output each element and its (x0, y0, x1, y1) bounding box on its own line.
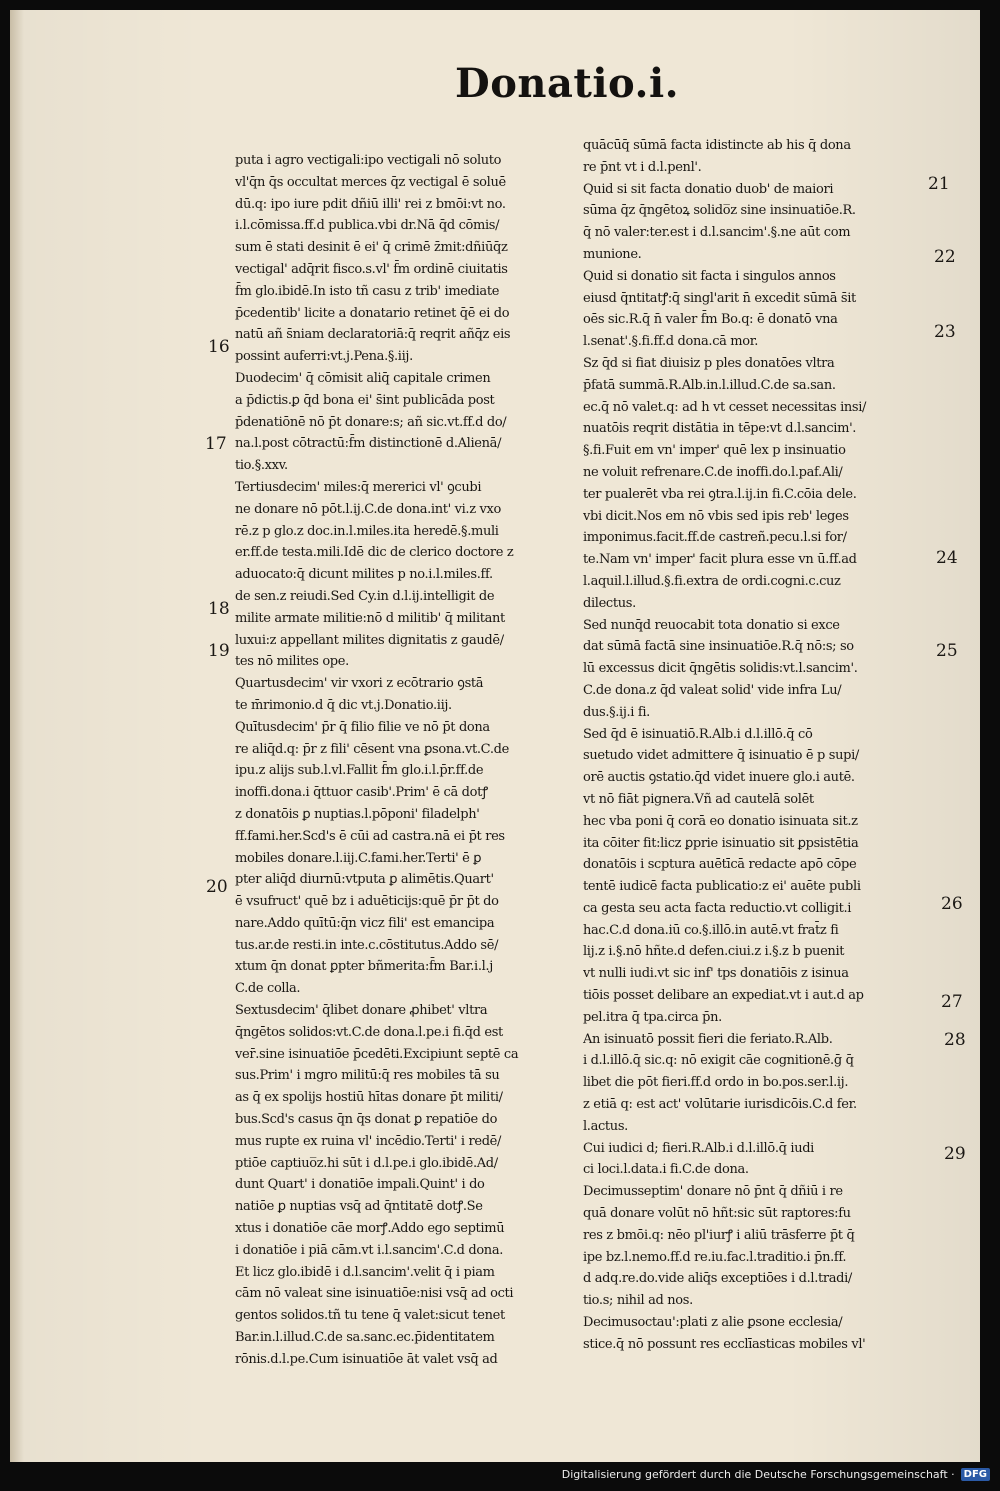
text-line: ipu.z alijs sub.l.vl.Fallit f̄m glo.i.l.p̄r.ff.de (235, 763, 484, 779)
text-line: dat sūmā factā sine insinuatiōe.R.q̄ nō:s; so (583, 639, 854, 655)
margin-number-19: 19 (208, 641, 230, 661)
text-line: Quid si sit facta donatio duob' de maiori (583, 181, 834, 197)
text-line: a p̄dictis.ꝑ q̄d bona ei' s̄int publicāda post (235, 392, 495, 408)
footer-credit-text: Digitalisierung gefördert durch die Deutsche Forschungsgemeinschaft · (561, 1468, 955, 1481)
text-line: p̄denatiōnē nō p̄t donare:s; añ sic.vt.ff.d do/ (235, 414, 507, 430)
text-line: Sed nunq̄d reuocabit tota donatio si exce (583, 617, 840, 633)
text-line: mus rupte ex ruina vl' incēdio.Terti' i redē/ (235, 1133, 502, 1149)
text-line: l.senat'.§.fi.ff.d dona.cā mor. (583, 334, 758, 350)
text-line: te.Nam vn' imper' facit plura esse vn ū.ff.ad (583, 552, 857, 568)
text-line: Sed q̄d ē isinuatiō.R.Alb.i d.l.illō.q̄ cō (583, 726, 813, 742)
text-line: q̄ngētos solidos:vt.C.de dona.l.pe.i fi.q̄d est (235, 1024, 503, 1040)
text-line: Duodecim' q̄ cōmisit aliq̄ capitale crimen (235, 370, 491, 386)
text-line: hec vba poni q̄ corā eo donatio isinuata sit.z (583, 813, 858, 829)
text-line: possint auferri:vt.j.Pena.§.iij. (235, 349, 413, 365)
text-line: nare.Addo quītū:q̄n vicz fili' est emancipa (235, 915, 495, 931)
text-line: ci loci.l.data.i fi.C.de dona. (583, 1162, 749, 1178)
left-text-column (235, 150, 575, 1371)
text-line: pel.itra q̄ tpa.circa p̄n. (583, 1009, 722, 1025)
text-line: donatōis i scptura auētīcā redacte apō cōpe (583, 857, 857, 873)
text-line: nuatōis reqrit distātia in tēpe:vt d.l.sancim'. (583, 421, 857, 437)
margin-number-22: 22 (934, 247, 956, 267)
margin-number-17: 17 (205, 434, 227, 454)
text-line: luxui:z appellant milites dignitatis z gaudē/ (235, 632, 504, 648)
text-line: sus.Prim' i mgro militū:q̄ res mobiles tā su (235, 1068, 500, 1084)
margin-number-26: 26 (941, 894, 963, 914)
text-line: Et licz glo.ibidē i d.l.sancim'.velit q̄ i piam (235, 1264, 495, 1280)
text-line: xtum q̄n donat ꝑpter bñmerita:f̄m Bar.i.l.j (235, 959, 493, 975)
text-line: de sen.z reiudi.Sed Cy.in d.l.ij.intelligit de (235, 588, 495, 604)
text-line: aduocato:q̄ dicunt milites p no.i.l.miles.ff. (235, 567, 493, 583)
text-line: vectigal' adq̄rit fisco.s.vl' f̄m ordinē ciuitatis (235, 261, 508, 277)
text-line: imponimus.facit.ff.de castreñ.pecu.l.si for/ (583, 530, 847, 546)
text-line: puta i agro vectigali:ipo vectigali nō soluto (235, 153, 502, 168)
text-line: ca gesta seu acta facta reductio.vt colligit.i (583, 900, 852, 916)
text-line: sum ē stati desinit ē ei' q̄ crimē z̄mit:dñiūq̄z (235, 240, 508, 256)
text-line: Quid si donatio sit facta i singulos annos (583, 268, 836, 284)
text-line: tus.ar.de resti.in inte.c.cōstitutus.Addo sē/ (235, 937, 499, 953)
text-line: as q̄ ex spolijs hostiū hītas donare p̄t militi/ (235, 1090, 503, 1106)
text-line: Decimusseptim' donare nō p̄nt q̄ dñiū i re (583, 1184, 843, 1200)
text-line: dus.§.ij.i fi. (583, 704, 650, 720)
text-line: ter pualerēt vba rei ꝯtra.l.ij.in fi.C.cōia dele. (583, 486, 857, 502)
dfg-logo: DFG (961, 1468, 990, 1481)
text-line: libet die pōt fieri.ff.d ordo in bo.pos.ser.l.ij. (583, 1075, 849, 1091)
text-line: orē auctis ꝯstatio.q̄d videt inuere glo.i autē. (583, 770, 855, 786)
text-line: tentē iudicē facta publicatio:z ei' auēte publi (583, 879, 861, 895)
text-line: tiōis posset delibare an expediat.vt i aut.d ap (583, 988, 864, 1004)
text-line: vt nō fiāt pignera.Vñ ad cautelā solēt (583, 791, 814, 807)
text-line: d adq.re.do.vide aliq̄s exceptiōes i d.l.tradi/ (583, 1271, 852, 1287)
text-line: re aliq̄d.q: p̄r z fili' cēsent vna ꝑsona.vt.C.de (235, 741, 509, 757)
text-line: Bar.in.l.illud.C.de sa.sanc.ec.p̄identitatem (235, 1330, 495, 1346)
text-line: z donatōis ꝑ nuptias.l.pōponi' filadelph' (235, 806, 480, 822)
text-line: Sz q̄d si fiat diuisiz p ples donatōes vltra (583, 355, 835, 371)
text-line: oēs sic.R.q̄ n̄ valer f̄m Bo.q: ē donatō vna (583, 312, 838, 328)
margin-number-21: 21 (928, 174, 950, 194)
text-line: rē.z p glo.z doc.in.l.miles.ita heredē.§.muli (235, 523, 499, 539)
text-line: natū añ s̄niam declaratoriā:q̄ reqrit añq̄z eis (235, 327, 511, 343)
text-line: sūma q̄z q̄ngētoꝝ solido̅z sine insinuatiōe.R. (583, 203, 856, 219)
text-line: eiusd q̄ntitatꝭ:q̄ singl'arit n̄ excedit sūmā s̄it (583, 290, 856, 306)
text-line: suetudo videt admittere q̄ isinuatio ē p supi/ (583, 748, 859, 764)
text-line: Cui iudici d; fieri.R.Alb.i d.l.illō.q̄ iudi (583, 1140, 814, 1156)
text-line: l.aquil.l.illud.§.fi.extra de ordi.cogni.c.cuz (583, 573, 841, 589)
margin-number-25: 25 (936, 641, 958, 661)
text-line: ē vsufruct' quē bz i aduēticijs:quē p̄r p̄t do (235, 894, 499, 910)
text-line: re p̄nt vt i d.l.penl'. (583, 159, 702, 175)
text-line: quācūq̄ sūmā facta idistincte ab his q̄ dona (583, 138, 851, 153)
text-line: tes nō milites ope. (235, 654, 349, 670)
margin-number-20: 20 (206, 877, 228, 897)
margin-number-28: 28 (944, 1030, 966, 1050)
text-line: dilectus. (583, 595, 636, 611)
text-line: Tertiusdecim' miles:q̄ mererici vl' ꝯcubi (235, 479, 482, 495)
text-line: te m̄rimonio.d q̄ dic vt.j.Donatio.iij. (235, 697, 452, 713)
text-line: dunt Quart' i donatiōe impali.Quint' i do (235, 1177, 485, 1193)
text-line: i d.l.illō.q̄ sic.q: nō exigit cāe cognitionē.ḡ q̄ (583, 1053, 854, 1069)
text-line: ipe bz.l.nemo.ff.d re.iu.fac.l.traditio.i p̄n.ff. (583, 1249, 847, 1265)
text-line: l.actus. (583, 1118, 628, 1134)
text-line: lij.z i.§.nō hñte.d defen.ciui.z i.§.z b puenit (583, 944, 845, 960)
text-line: z etiā q: est act' volūtarie iurisdicōis.C.d fer. (583, 1097, 857, 1113)
text-line: ptiōe captiuo̅z.hi sūt i d.l.pe.i glo.ibidē.Ad/ (235, 1155, 498, 1171)
text-line: res z bmōi.q: nēo pl'iurꝭ i aliū trāsferre p̄t q̄ (583, 1227, 855, 1243)
text-line: ne voluit refrenare.C.de inoffi.do.l.paf.Ali/ (583, 464, 843, 480)
book-page (10, 10, 980, 1462)
text-line: quā donare volūt nō hñt:sic sūt raptores:fu (583, 1206, 851, 1222)
text-line: vbi dicit.Nos em nō vbis sed ipis reb' leges (583, 508, 849, 524)
text-line: §.fi.Fuit em vn' imper' quē lex p insinuatio (583, 443, 846, 459)
text-line: An isinuatō possit fieri die feriato.R.Alb. (583, 1031, 833, 1047)
text-line: dū.q: ipo iure pdit dñiū illi' rei z bmōi:vt no. (235, 196, 506, 212)
margin-number-24: 24 (936, 548, 958, 568)
text-line: vt nulli iudi.vt sic inf' tps donatiōis z isinua (583, 966, 849, 982)
text-line: tio.s; nihil ad nos. (583, 1293, 693, 1309)
margin-number-16: 16 (208, 337, 230, 357)
text-line: i.l.cōmissa.ff.d publica.vbi dr.Nā q̄d cōmis/ (235, 218, 500, 234)
text-line: stice.q̄ nō possunt res ecclīasticas mobiles vl' (583, 1336, 866, 1352)
text-line: munione. (583, 246, 642, 262)
digitization-footer (562, 1468, 990, 1481)
text-line: i donatiōe i piā cām.vt i.l.sancim'.C.d dona. (235, 1242, 504, 1258)
text-line: C.de colla. (235, 981, 301, 997)
margin-number-23: 23 (934, 322, 956, 342)
text-line: vl'q̄n q̄s occultat merces q̄z vectigal ē soluē (235, 174, 506, 190)
text-line: ita cōiter fit:licz ꝑprie isinuatio sit ꝑpsistētia (583, 835, 859, 851)
text-line: Quartusdecim' vir vxori z ecōtrario ꝯstā (235, 676, 484, 692)
text-line: rōnis.d.l.pe.Cum isinuatiōe āt valet vsq̄ ad (235, 1351, 498, 1367)
text-line: ne donare nō pōt.l.ij.C.de dona.int' vi.z vxo (235, 501, 501, 517)
text-line: f̄m glo.ibidē.In isto tñ casu z trib' imediate (235, 283, 500, 299)
text-line: Sextusdecim' q̄libet donare ꝓhibet' vltra (235, 1003, 488, 1019)
page-gutter-shadow (10, 10, 24, 1462)
text-line: milite armate militie:nō d militib' q̄ militant (235, 610, 505, 626)
text-line: natiōe ꝑ nuptias vsq̄ ad q̄ntitatē dotꝭ.Se (235, 1199, 483, 1215)
text-line: hac.C.d dona.iū co.§.illō.in autē.vt frat̄z fi (583, 922, 839, 938)
text-line: Quītusdecim' p̄r q̄ filio filie ve nō p̄t dona (235, 719, 490, 735)
text-line: q̄ nō valer:ter.est i d.l.sancim'.§.ne aūt com (583, 225, 851, 241)
margin-number-18: 18 (208, 599, 230, 619)
text-line: xtus i donatiōe cāe morꝭ.Addo ego septimū (235, 1221, 505, 1237)
text-line: p̄fatā summā.R.Alb.in.l.illud.C.de sa.san. (583, 377, 836, 393)
text-line: ec.q̄ nō valet.q: ad h vt cesset necessitas insi/ (583, 399, 867, 415)
margin-number-29: 29 (944, 1144, 966, 1164)
text-line: mobiles donare.l.iij.C.fami.her.Terti' ē ꝑ (235, 850, 482, 866)
text-line: cām nō valeat sine isinuatiōe:nisi vsq̄ ad octi (235, 1286, 514, 1302)
text-line: ff.fami.her.Scd's ē cūi ad castra.nā ei p̄t res (235, 828, 505, 844)
text-line: lū excessus dicit q̄ngētis solidis:vt.l.sancim'. (583, 661, 858, 677)
text-line: na.l.post cōtractū:f̄m distinctionē d.Alienā/ (235, 436, 502, 452)
text-line: Decimusoctau':plati z alie ꝑsone ecclesia/ (583, 1315, 843, 1331)
text-line: pter aliq̄d diurnū:vtputa ꝑ alimētis.Quart' (235, 872, 494, 888)
text-line: bus.Scd's casus q̄n q̄s donat ꝑ repatiōe do (235, 1112, 498, 1128)
text-line: gentos solidos.tñ tu tene q̄ valet:sicut tenet (235, 1308, 505, 1324)
text-line: ver̄.sine isinuatiōe p̄cedēti.Excipiunt septē ca (235, 1046, 519, 1062)
text-line: inoffi.dona.i q̄ttuor casib'.Prim' ē cā dotꝭ (235, 785, 488, 801)
right-text-column (583, 135, 923, 1356)
margin-number-27: 27 (941, 992, 963, 1012)
text-line: tio.§.xxv. (235, 458, 288, 474)
text-line: er.ff.de testa.mili.Idē dic de clerico doctore z (235, 545, 514, 561)
running-header-title: Donatio.i. (455, 60, 680, 107)
text-line: C.de dona.z q̄d valeat solid' vide infra Lu/ (583, 682, 842, 698)
text-line: p̄cedentib' licite a donatario retinet q̄ē ei do (235, 305, 510, 321)
